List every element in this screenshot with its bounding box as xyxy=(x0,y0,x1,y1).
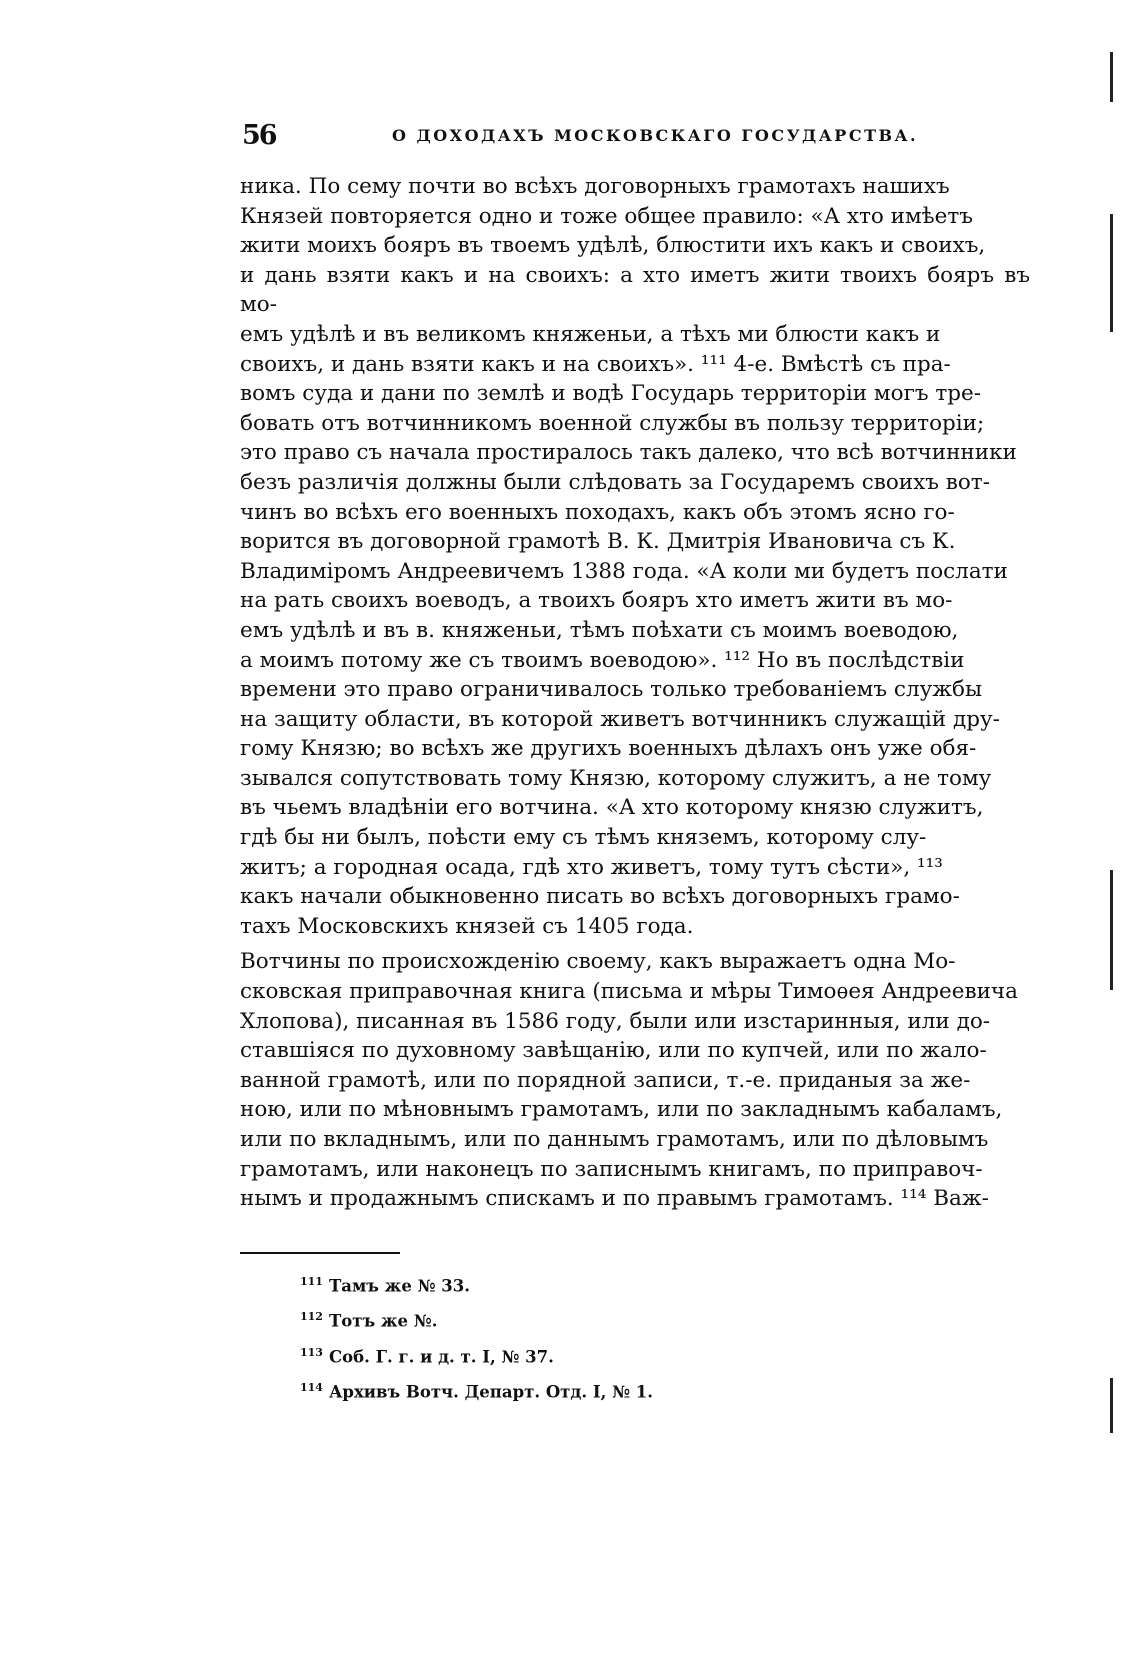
footnote-text: Тамъ же № 33. xyxy=(328,1276,470,1296)
scan-edge-line xyxy=(1110,870,1113,990)
page-number: 56 xyxy=(242,120,276,151)
scan-edge-line xyxy=(1110,1378,1113,1433)
running-title: О ДОХОДАХЪ МОСКОВСКАГО ГОСУДАРСТВА. xyxy=(392,126,919,145)
footnote-text: Тотъ же №. xyxy=(328,1311,438,1331)
footnote-divider xyxy=(240,1252,400,1254)
footnote-number: 112 xyxy=(300,1310,323,1324)
footnote-text: Архивъ Вотч. Департ. Отд. I, № 1. xyxy=(328,1382,654,1402)
body-paragraph: Вотчины по происхожденію своему, какъ выражаетъ одна Мо- сковская приправочная книга (письма и мѣры Тимоѳея Андреевича Хлопова), писанная въ 1586 году, были или изстаринныя, или до- ставшіяся по духовному завѣщанію, или по купчей, или по жало- ванной грамотѣ, или по порядной записи, т.-е. приданыя за же- ною, или по мѣновнымъ грамотамъ, или по закладнымъ кабаламъ, или по вкладнымъ, или по даннымъ грамотамъ, или по дѣловымъ грамотамъ, или наконецъ по записнымъ книгамъ, по приправоч- нымъ и продажнымъ спискамъ и по правымъ грамотамъ. ¹¹⁴ Важ- xyxy=(240,949,1018,1212)
footnote-number: 114 xyxy=(300,1381,323,1395)
scan-edge-line xyxy=(1110,52,1113,102)
scan-edge-line xyxy=(1110,214,1113,332)
footnote xyxy=(300,1372,1030,1408)
footnote-number: 111 xyxy=(300,1274,323,1288)
body-paragraph: ника. По сему почти во всѣхъ договорныхъ грамотахъ нашихъ Князей повторяется одно и тоже общее правило: «А хто имѣетъ жити моихъ бояръ въ твоемъ удѣлѣ, блюстити ихъ какъ и своихъ, и дань взяти какъ и на своихъ: а хто иметъ жити твоихъ бояръ въ мо- емъ удѣлѣ и въ великомъ княженьи, а тѣхъ ми блюсти какъ и своихъ, и дань взяти какъ и на своихъ». ¹¹¹ 4-е. Вмѣстѣ съ пра- вомъ суда и дани по землѣ и водѣ Государь территоріи могъ тре- бовать отъ вотчинникомъ военной службы въ пользу территоріи; это право съ начала простиралось такъ далеко, что всѣ вотчинники безъ различія должны были слѣдовать за Государемъ своихъ вот- чинъ во всѣхъ его военныхъ походахъ, какъ объ этомъ ясно го- ворится въ договорной грамотѣ В. К. Дмитрія Ивановича съ К. Владиміромъ Андреевичемъ 1388 года. «А коли ми будетъ послати на рать своихъ воеводъ, а твоихъ бояръ хто иметъ жити въ мо- емъ удѣлѣ и въ в. княженьи, тѣмъ поѣхати съ моимъ воеводою, а моимъ потому же съ твоимъ воеводою». ¹¹² Но въ послѣдствіи времени это право ограничивалось только требованіемъ службы на защиту области, въ которой живетъ вотчинникъ служащій дру- гому Князю; во всѣхъ же другихъ военныхъ дѣлахъ онъ уже обя- зывался сопутствовать тому Князю, которому служитъ, а не тому въ чьемъ владѣніи его вотчина. «А хто которому князю служитъ, гдѣ бы ни былъ, поѣсти ему съ тѣмъ княземъ, которому слу- житъ; а городная осада, гдѣ хто живетъ, тому тутъ сѣсти», ¹¹³ какъ начали обыкновенно писать во всѣхъ договорныхъ грамо- тахъ Московскихъ князей съ 1405 года. xyxy=(240,174,1030,939)
footnote xyxy=(300,1337,1030,1373)
footnotes xyxy=(240,1266,1030,1408)
page-header xyxy=(240,112,1030,156)
footnote xyxy=(300,1301,1030,1337)
footnote-number: 113 xyxy=(300,1345,323,1359)
footnote-text: Соб. Г. г. и д. т. I, № 37. xyxy=(328,1347,554,1367)
footnote xyxy=(300,1266,1030,1302)
book-page xyxy=(240,112,1030,1408)
